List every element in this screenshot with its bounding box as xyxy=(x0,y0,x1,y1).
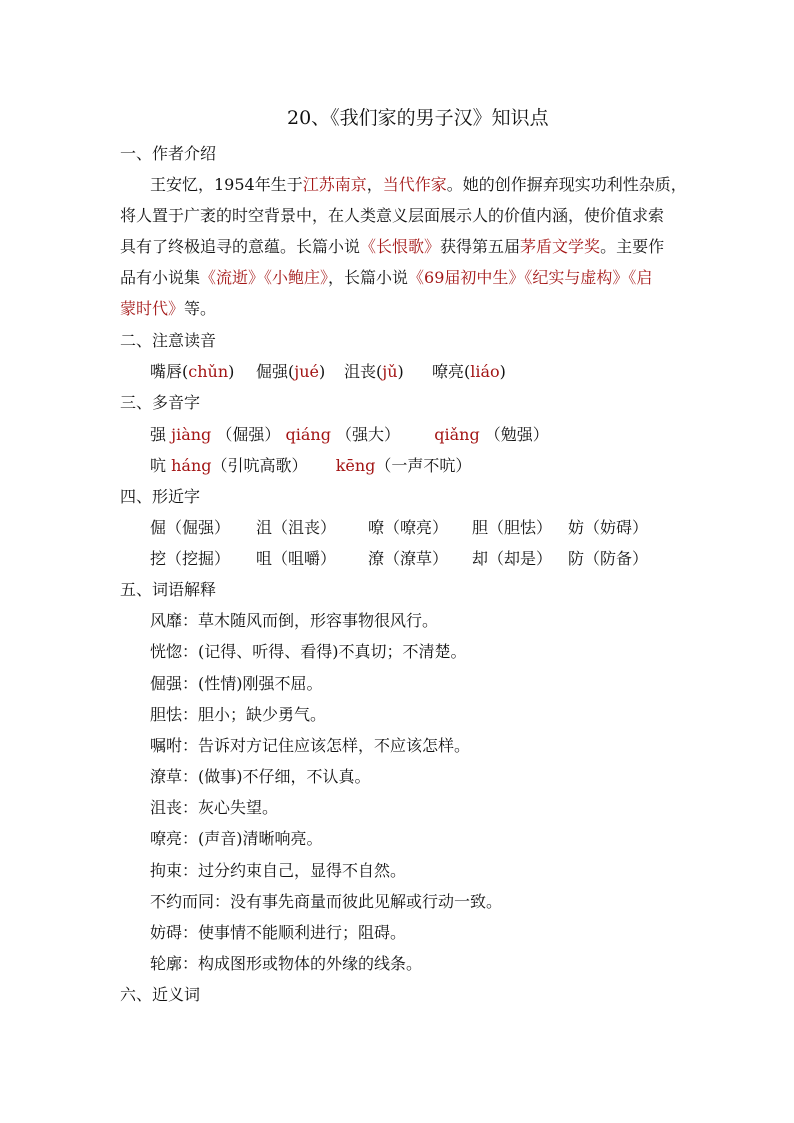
definition-item: 倔强：(性情)刚强不屈。 xyxy=(150,674,323,693)
pronunciation-item xyxy=(256,362,325,382)
definition-item: 潦草：(做事)不仔细，不认真。 xyxy=(150,767,371,786)
pinyin: qiáng xyxy=(285,425,331,444)
section-polyphone-heading: 三、多音字 xyxy=(120,393,201,412)
definition-item: 恍惚：(记得、听得、看得)不真切；不清楚。 xyxy=(150,642,467,661)
pinyin: jǔ xyxy=(382,362,398,381)
text: ，长篇小说 xyxy=(328,268,409,287)
author-line-3 xyxy=(120,237,685,257)
text: 。主要作 xyxy=(600,237,665,256)
pinyin: háng xyxy=(171,456,212,475)
similar-char: 防（防备） xyxy=(568,549,649,568)
similar-char: 挖（挖掘） xyxy=(150,549,231,568)
text: 将人置于广袤的时空背景中，在人类意义层面展示人的价值内涵，使价值求索 xyxy=(120,206,665,225)
pronunciation-item xyxy=(432,362,506,382)
definition-item: 轮廓：构成图形或物体的外缘的线条。 xyxy=(150,954,423,973)
polyphone-char: 强 xyxy=(150,425,167,444)
paren: ) xyxy=(397,362,404,381)
pinyin: qiǎng xyxy=(434,425,480,444)
word: 嘹亮( xyxy=(432,362,471,381)
page-title: 20、《我们家的男子汉》知识点 xyxy=(287,107,549,129)
pinyin: kēng xyxy=(335,456,376,475)
pinyin: jiàng xyxy=(171,425,212,444)
similar-char: 倔（倔强） xyxy=(150,518,231,537)
highlight-occupation: 当代作家 xyxy=(382,175,447,194)
section-pronunciation-heading: 二、注意读音 xyxy=(120,331,217,350)
definition-item: 沮丧：灰心失望。 xyxy=(150,798,279,817)
highlight-novels: 《69届初中生》《纪实与虚构》《启 xyxy=(408,268,653,287)
polyphone-row-2 xyxy=(150,456,471,476)
definition-item: 嘱咐：告诉对方记住应该怎样，不应该怎样。 xyxy=(150,736,471,755)
text: 等。 xyxy=(184,299,217,318)
definition-item: 风靡：草木随风而倒，形容事物很风行。 xyxy=(150,611,439,630)
pinyin: chǔn xyxy=(188,362,229,381)
section-definitions-heading: 五、词语解释 xyxy=(120,580,217,599)
example: （引吭高歌） xyxy=(211,456,308,475)
highlight-novel-title: 《长恨歌》 xyxy=(360,237,441,256)
author-line-1 xyxy=(150,175,715,195)
paren: ) xyxy=(499,362,506,381)
pinyin: jué xyxy=(294,362,319,381)
text: ， xyxy=(366,175,383,194)
paren: ) xyxy=(318,362,326,381)
text: 品有小说集 xyxy=(120,268,201,287)
highlight-novels-cont: 蒙时代》 xyxy=(120,299,185,318)
similar-char: 胆（胆怯） xyxy=(472,518,553,537)
similar-char: 咀（咀嚼） xyxy=(256,549,337,568)
author-line-2 xyxy=(120,206,685,226)
similar-char: 潦（潦草） xyxy=(368,549,449,568)
example: （倔强） xyxy=(216,425,281,444)
word: 沮丧( xyxy=(344,362,383,381)
section-similar-chars-heading: 四、形近字 xyxy=(120,487,201,506)
highlight-collections: 《流逝》《小鲍庄》 xyxy=(200,268,329,287)
author-line-4 xyxy=(120,268,685,288)
highlight-birthplace: 江苏南京 xyxy=(302,175,367,194)
example: （强大） xyxy=(336,425,401,444)
section-synonyms-heading: 六、近义词 xyxy=(120,985,201,1004)
definition-item: 不约而同：没有事先商量而彼此见解或行动一致。 xyxy=(150,892,503,911)
definition-item: 妨碍：使事情不能顺利进行；阻碍。 xyxy=(150,923,407,942)
similar-char: 嘹（嘹亮） xyxy=(368,518,449,537)
similar-char: 沮（沮丧） xyxy=(256,518,337,537)
pronunciation-item xyxy=(344,362,404,382)
text: 获得第五届 xyxy=(440,237,521,256)
similar-char: 却（却是） xyxy=(472,549,553,568)
paren: ) xyxy=(228,362,235,381)
section-author-heading: 一、作者介绍 xyxy=(120,144,217,163)
definition-item: 嘹亮：(声音)清晰响亮。 xyxy=(150,829,323,848)
example: （一声不吭） xyxy=(375,456,472,475)
text: 王安忆，1954年生于 xyxy=(150,175,303,194)
polyphone-char: 吭 xyxy=(150,456,167,475)
similar-char: 妨（妨碍） xyxy=(568,518,649,537)
text: 。她的创作摒弃现实功利性杂质， xyxy=(446,175,687,194)
definition-item: 拘束：过分约束自己，显得不自然。 xyxy=(150,861,407,880)
example: （勉强） xyxy=(484,425,549,444)
word: 嘴唇( xyxy=(150,362,189,381)
polyphone-row-1 xyxy=(150,425,549,445)
pinyin: liáo xyxy=(470,362,500,381)
text: 具有了终极追寻的意蕴。长篇小说 xyxy=(120,237,361,256)
pronunciation-item xyxy=(150,362,234,382)
highlight-award: 茅盾文学奖 xyxy=(520,237,601,256)
definition-item: 胆怯：胆小；缺少勇气。 xyxy=(150,705,327,724)
author-line-5 xyxy=(120,299,685,319)
word: 倔强( xyxy=(256,362,295,381)
